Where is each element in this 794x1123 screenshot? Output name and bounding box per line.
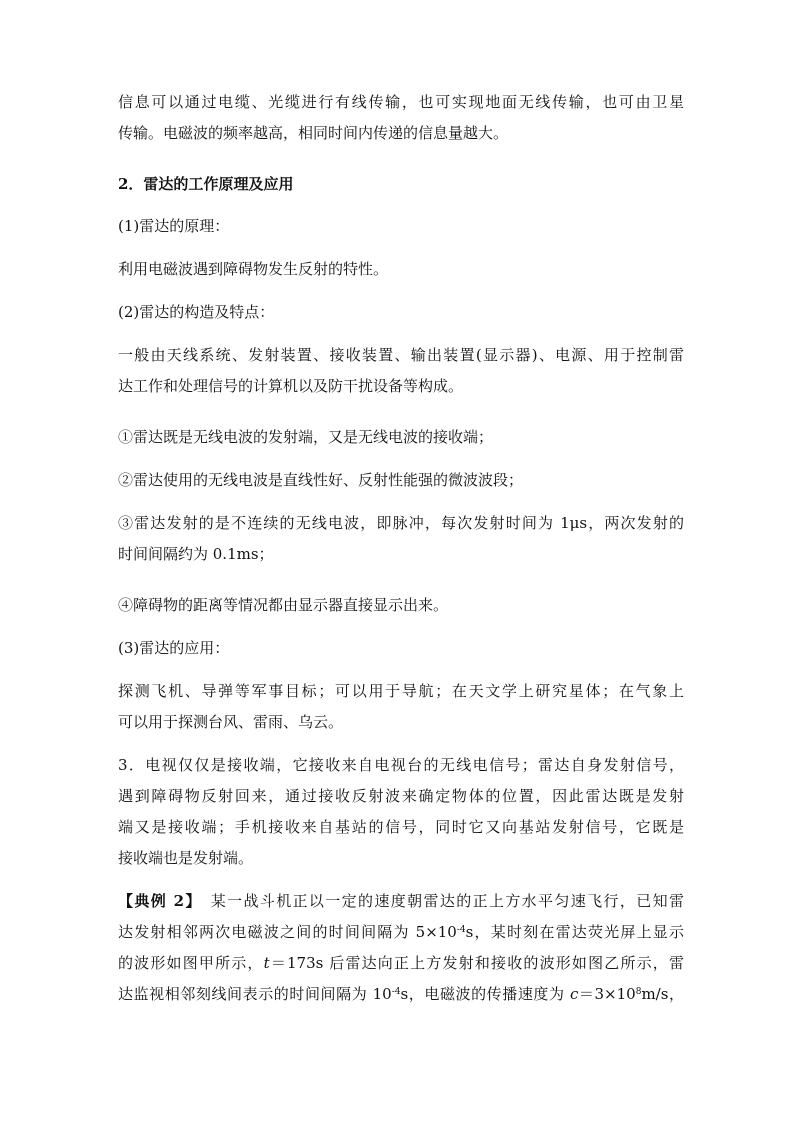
superscript: -4 — [391, 987, 401, 997]
superscript: -4 — [456, 925, 466, 935]
paragraph-structure — [118, 340, 684, 402]
list-item-1 — [118, 422, 684, 453]
text-line: 时间间隔约为 0.1ms； — [118, 545, 274, 563]
text-span: m/s， — [641, 985, 684, 1003]
text-line: ③雷达发射的是不连续的无线电波，即脉冲，每次发射时间为 1μs，两次发射的 — [118, 514, 684, 532]
example-problem — [118, 886, 684, 1010]
text-line: 利用电磁波遇到障碍物发生反射的特性。 — [118, 260, 389, 278]
text-line: 3．电视仅仅是接收端，它接收来自电视台的无线电信号；雷达自身发射信号， — [118, 756, 684, 774]
subheading-radar-structure — [118, 297, 684, 328]
example-line-2 — [118, 917, 684, 948]
example-line-4 — [118, 979, 684, 1010]
text-line: ④障碍物的距离等情况都由显示器直接显示出来。 — [118, 596, 449, 614]
text-line: 一般由天线系统、发射装置、接收装置、输出装置(显示器)、电源、用于控制雷 — [118, 346, 684, 364]
superscript: 8 — [635, 987, 642, 997]
text-line: 可以用于探测台风、雷雨、乌云。 — [118, 713, 344, 731]
variable-c: c — [569, 985, 579, 1003]
text-line: 端又是接收端；手机接收来自基站的信号，同时它又向基站发射信号，它既是 — [118, 818, 684, 836]
text-line: 探测飞机、导弹等军事目标；可以用于导航；在天文学上研究星体；在气象上 — [118, 682, 684, 700]
text-span: ＝3×10 — [578, 985, 636, 1003]
text-line: ②雷达使用的无线电波是直线性好、反射性能强的微波波段； — [118, 471, 524, 489]
paragraph-application — [118, 676, 684, 738]
text-line: 接收端也是发射端。 — [118, 849, 254, 867]
text-span: 某一战斗机正以一定的速度朝雷达的正上方水平匀速飞行，已知雷 — [194, 892, 684, 910]
paragraph-transmission — [118, 87, 684, 149]
text-span: s，电磁波的传播速度为 — [400, 985, 570, 1003]
text-span: 达监视相邻刻线间表示的时间间隔为 10 — [118, 985, 392, 1003]
subheading-text: (3)雷达的应用： — [118, 639, 230, 657]
text-span: s，某时刻在雷达荧光屏上显示 — [465, 923, 684, 941]
text-line: 达工作和处理信号的计算机以及防干扰设备等构成。 — [118, 377, 464, 395]
subheading-text: (1)雷达的原理： — [118, 217, 230, 235]
example-line-1 — [118, 886, 684, 917]
text-line: 遇到障碍物反射回来，通过接收反射波来确定物体的位置，因此雷达既是发射 — [118, 787, 684, 805]
subheading-radar-principle — [118, 211, 684, 242]
text-line: 传输。电磁波的频率越高，相同时间内传递的信息量越大。 — [118, 124, 509, 142]
text-span: 的波形如图甲所示， — [118, 954, 264, 972]
list-item-4 — [118, 590, 684, 621]
subheading-text: (2)雷达的构造及特点： — [118, 303, 275, 321]
list-item-2 — [118, 465, 684, 496]
text-line: 信息可以通过电缆、光缆进行有线传输，也可实现地面无线传输，也可由卫星 — [118, 93, 684, 111]
text-line: ①雷达既是无线电波的发射端，又是无线电波的接收端； — [118, 428, 494, 446]
text-span: 达发射相邻两次电磁波之间的时间间隔为 5×10 — [118, 923, 457, 941]
variable-t: t — [263, 954, 270, 972]
example-tag: 【典例 2】 — [118, 892, 195, 910]
paragraph-principle — [118, 254, 684, 285]
heading-text: 2．雷达的工作原理及应用 — [118, 175, 294, 193]
example-line-3 — [118, 948, 684, 979]
list-item-3 — [118, 508, 684, 570]
subheading-radar-application — [118, 633, 684, 664]
paragraph-tv-radar-phone — [118, 750, 684, 874]
text-span: ＝173s 后雷达向正上方发射和接收的波形如图乙所示，雷 — [269, 954, 684, 972]
section-heading-radar — [118, 169, 684, 200]
